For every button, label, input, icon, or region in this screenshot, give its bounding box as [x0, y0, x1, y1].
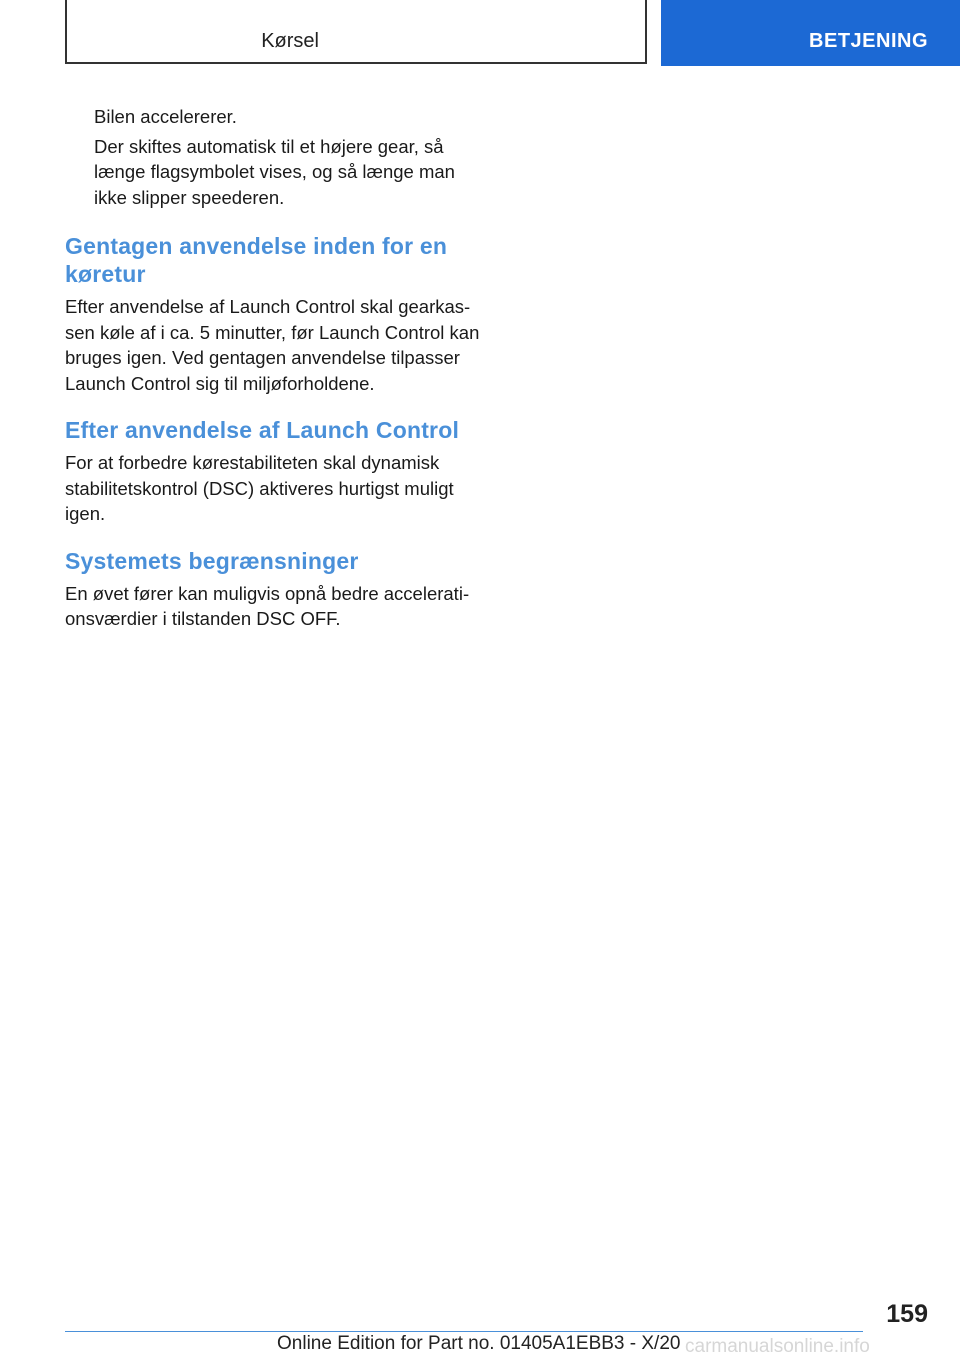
- header-section-title: Kørsel: [261, 30, 319, 52]
- footer-divider: [65, 1331, 863, 1332]
- header-section-box: [65, 0, 647, 64]
- section-body: Efter anvendelse af Launch Control skal gearkassen køle af i ca. 5 minutter, før Launch Control kan bruges igen. Ved gentagen anvendelse tilpasser Launch Control sig til miljøforholdene.: [65, 296, 480, 394]
- header-chapter-tab: [661, 0, 960, 66]
- intro-paragraph: Der skiftes automatisk til et højere gear, så længe flagsymbolet vises, og så længe man ikke slipper speederen.: [94, 135, 455, 208]
- section-heading: Efter anvendelse af Launch Control: [65, 417, 460, 443]
- header-chapter-title: BETJENING: [809, 30, 928, 52]
- section-body: En øvet fører kan muligvis opnå bedre accelerationsværdier i tilstanden DSC OFF.: [65, 582, 470, 629]
- page-content: [65, 104, 485, 632]
- edition-text: Online Edition for Part no. 01405A1EBB3 - X/20: [277, 1333, 681, 1354]
- section-heading: Systemets begrænsninger: [65, 547, 359, 574]
- page-number: 159: [886, 1300, 928, 1328]
- intro-paragraph: Bilen accelererer.: [94, 106, 237, 127]
- section-body: For at forbedre kørestabiliteten skal dynamisk stabilitetskontrol (DSC) aktiveres hurtigst muligt igen.: [65, 452, 454, 524]
- watermark-text: carmanualsonline.info: [685, 1336, 870, 1357]
- section-heading: Gentagen anvendelse inden for en køretur: [65, 233, 448, 287]
